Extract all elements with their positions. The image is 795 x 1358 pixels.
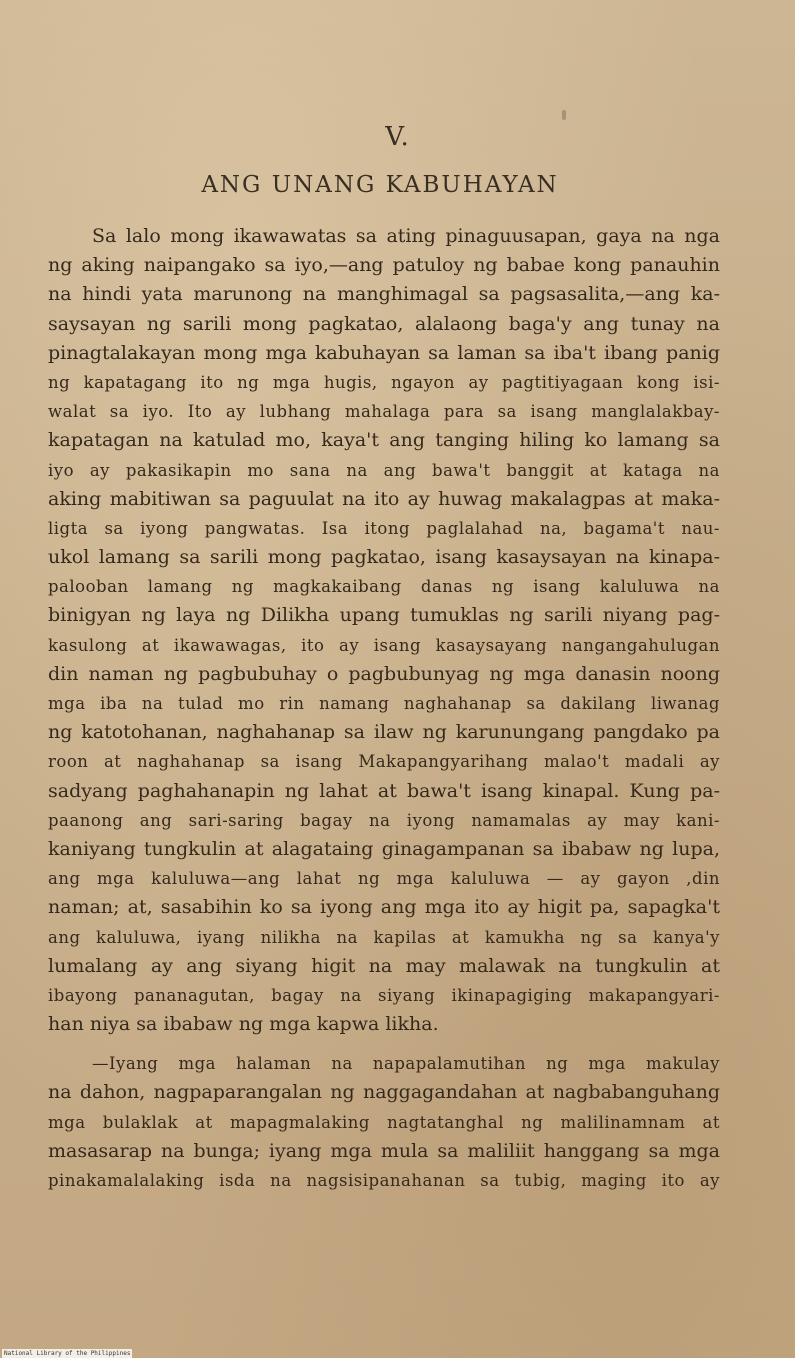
text-line: kasulong at ikawawagas, ito ay isang kasaysayang nangangahulugan: [48, 635, 720, 655]
text-line: ang mga kaluluwa—ang lahat ng mga kaluluwa — ay gayon ,din: [48, 869, 720, 889]
library-credit: National Library of the Philippines: [4, 1350, 131, 1357]
text-line: saysayan ng sarili mong pagkatao, alalaong baga'y ang tunay na: [48, 312, 720, 335]
text-line: na dahon, nagpaparangalan ng naggagandahan at nagbabanguhang: [48, 1081, 720, 1104]
paragraph-gap: [48, 1039, 720, 1049]
text-line: mga bulaklak at mapagmalaking nagtatanghal ng malilinamnam at: [48, 1112, 720, 1132]
text-line: naman; at, sasabihin ko sa iyong ang mga ito ay higit pa, sapagka't: [48, 896, 720, 919]
text-line: kapatagan na katulad mo, kaya't ang tanging hiling ko lamang sa: [48, 429, 720, 452]
text-line: ukol lamang sa sarili mong pagkatao, isang kasaysayan na kinapa-: [48, 546, 720, 569]
text-line: sadyang paghahanapin ng lahat at bawa't isang kinapal. Kung pa-: [48, 779, 720, 802]
text-line: kaniyang tungkulin at alagataing ginagampanan sa ibabaw ng lupa,: [48, 837, 720, 860]
text-line: iyo ay pakasikapin mo sana na ang bawa't banggit at kataga na: [48, 460, 720, 480]
text-line: aking mabitiwan sa paguulat na ito ay huwag makalagpas at maka-: [48, 487, 720, 510]
chapter-numeral: V.: [385, 122, 410, 152]
text-line: masasarap na bunga; iyang mga mula sa maliliit hanggang sa mga: [48, 1139, 720, 1162]
text-line: —Iyang mga halaman na napapalamutihan ng mga makulay: [92, 1054, 720, 1074]
text-line: Sa lalo mong ikawawatas sa ating pinaguusapan, gaya na nga: [92, 225, 720, 247]
body-text: [48, 222, 720, 1195]
text-line: binigyan ng laya ng Dilikha upang tumuklas ng sarili niyang pag-: [48, 604, 720, 627]
text-line: paanong ang sari-saring bagay na iyong namamalas ay may kani-: [48, 810, 720, 830]
text-line: roon at naghahanap sa isang Makapangyarihang malao't madali ay: [48, 752, 720, 772]
text-line: ang kaluluwa, iyang nilikha na kapilas at kamukha ng sa kanya'y: [48, 927, 720, 947]
text-line: ng katotohanan, naghahanap sa ilaw ng karunungang pangdako pa: [48, 721, 720, 744]
text-line: ligta sa iyong pangwatas. Isa itong paglalahad na, bagama't nau-: [48, 518, 720, 538]
text-line: din naman ng pagbubuhay o pagbubunyag ng mga danasin noong: [48, 662, 720, 685]
text-line: palooban lamang ng magkakaibang danas ng isang kaluluwa na: [48, 577, 720, 597]
text-line: walat sa iyo. Ito ay lubhang mahalaga para sa isang manglalakbay-: [48, 402, 720, 422]
text-line: mga iba na tulad mo rin namang naghahanap sa dakilang liwanag: [48, 694, 720, 713]
text-line: lumalang ay ang siyang higit na may malawak na tungkulin at: [48, 954, 720, 977]
text-line: han niya sa ibabaw ng mga kapwa likha.: [48, 1013, 439, 1036]
text-line: ng kapatagang ito ng mga hugis, ngayon ay pagtitiyagaan kong isi-: [48, 372, 720, 392]
text-line: ng aking naipangako sa iyo,—ang patuloy ng babae kong panauhin: [48, 254, 720, 277]
paper-blemish: [562, 110, 566, 120]
text-line: ibayong pananagutan, bagay na siyang ikinapagiging makapangyari-: [48, 985, 720, 1005]
text-line: na hindi yata marunong na manghimagal sa pagsasalita,—ang ka-: [48, 283, 720, 306]
text-line: pinakamalalaking isda na nagsisipanahanan sa tubig, maging ito ay: [48, 1171, 720, 1190]
text-line: pinagtalakayan mong mga kabuhayan sa laman sa iba't ibang panig: [48, 341, 720, 364]
chapter-title: ANG UNANG KABUHAYAN: [201, 172, 559, 198]
